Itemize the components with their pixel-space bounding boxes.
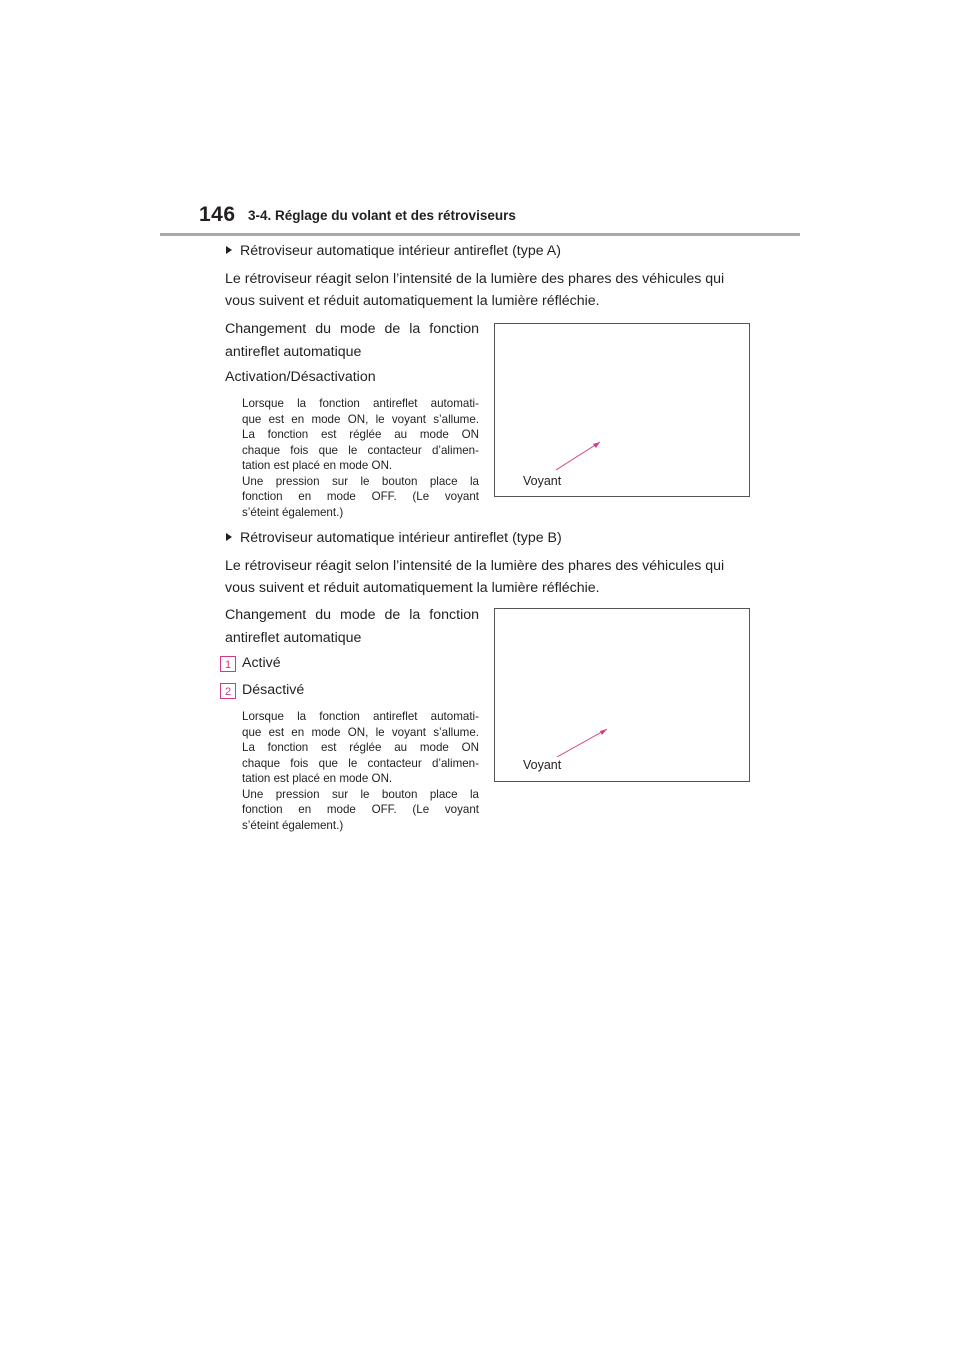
page-number: 146 bbox=[199, 203, 236, 226]
intro-line: Le rétroviseur réagit selon l’intensité de la lumière des phares des véhicules qui bbox=[225, 271, 725, 287]
header-rule bbox=[160, 233, 800, 236]
toggle-label: Activation/Désactivation bbox=[225, 369, 376, 385]
section-b-heading bbox=[226, 530, 562, 546]
note-line: tation est placé en mode ON. bbox=[242, 772, 393, 785]
section-title: 3-4. Réglage du volant et des rétroviseurs bbox=[248, 208, 516, 223]
note-line: s’éteint également.) bbox=[242, 818, 344, 832]
change-mode-line: Changement du mode de la fonction bbox=[225, 607, 479, 623]
pointer-arrowhead-icon bbox=[600, 729, 607, 735]
intro-line: vous suivent et réduit automatiquement la lumière réfléchie. bbox=[225, 293, 600, 309]
pointer-arrowhead-icon bbox=[593, 442, 600, 448]
change-mode-line: Changement du mode de la fonction bbox=[225, 321, 479, 337]
section-b-figure bbox=[494, 608, 750, 782]
note-line: fonction en mode OFF. (Le voyant bbox=[242, 803, 479, 816]
pointer-line bbox=[557, 729, 607, 757]
note-line: Lorsque la fonction antireflet automati- bbox=[242, 397, 479, 410]
intro-line: vous suivent et réduit automatiquement la lumière réfléchie. bbox=[225, 580, 600, 596]
item-2-label: Désactivé bbox=[242, 682, 305, 698]
section-b-heading-text: Rétroviseur automatique intérieur antireflet (type B) bbox=[240, 530, 562, 546]
change-mode-line: antireflet automatique bbox=[225, 629, 362, 646]
note-line: La fonction est réglée au mode ON bbox=[242, 428, 479, 441]
note-line: que est en mode ON, le voyant s’allume. bbox=[242, 725, 479, 739]
note-line: Lorsque la fonction antireflet automati- bbox=[242, 710, 479, 723]
section-b-change-mode bbox=[225, 604, 479, 649]
item-2-number-badge: 2 bbox=[220, 683, 236, 699]
section-a-heading bbox=[226, 243, 561, 259]
bullet-triangle-icon bbox=[226, 533, 232, 541]
note-line: fonction en mode OFF. (Le voyant bbox=[242, 490, 479, 503]
pointer-line bbox=[556, 442, 600, 470]
section-a-change-mode bbox=[225, 318, 479, 363]
section-b-note bbox=[242, 709, 479, 833]
bullet-triangle-icon bbox=[226, 246, 232, 254]
intro-line: Le rétroviseur réagit selon l’intensité de la lumière des phares des véhicules qui bbox=[225, 558, 725, 574]
section-a-heading-text: Rétroviseur automatique intérieur antireflet (type A) bbox=[240, 243, 561, 259]
note-line: tation est placé en mode ON. bbox=[242, 459, 393, 472]
section-a-figure bbox=[494, 323, 750, 497]
change-mode-line: antireflet automatique bbox=[225, 343, 362, 360]
note-line: Une pression sur le bouton place la bbox=[242, 474, 479, 488]
indicator-pointer bbox=[495, 609, 751, 783]
section-a-intro bbox=[225, 268, 750, 312]
section-a-note bbox=[242, 396, 479, 520]
note-line: La fonction est réglée au mode ON bbox=[242, 741, 479, 754]
item-1-number-badge: 1 bbox=[220, 656, 236, 672]
indicator-label: Voyant bbox=[523, 474, 562, 488]
indicator-label: Voyant bbox=[523, 758, 562, 772]
note-line: chaque fois que le contacteur d’alimen- bbox=[242, 443, 479, 457]
item-1-label: Activé bbox=[242, 655, 281, 671]
section-b-intro bbox=[225, 555, 750, 599]
note-line: que est en mode ON, le voyant s’allume. bbox=[242, 412, 479, 426]
note-line: chaque fois que le contacteur d’alimen- bbox=[242, 756, 479, 770]
note-line: Une pression sur le bouton place la bbox=[242, 787, 479, 801]
indicator-pointer bbox=[495, 324, 751, 498]
note-line: s’éteint également.) bbox=[242, 505, 344, 519]
